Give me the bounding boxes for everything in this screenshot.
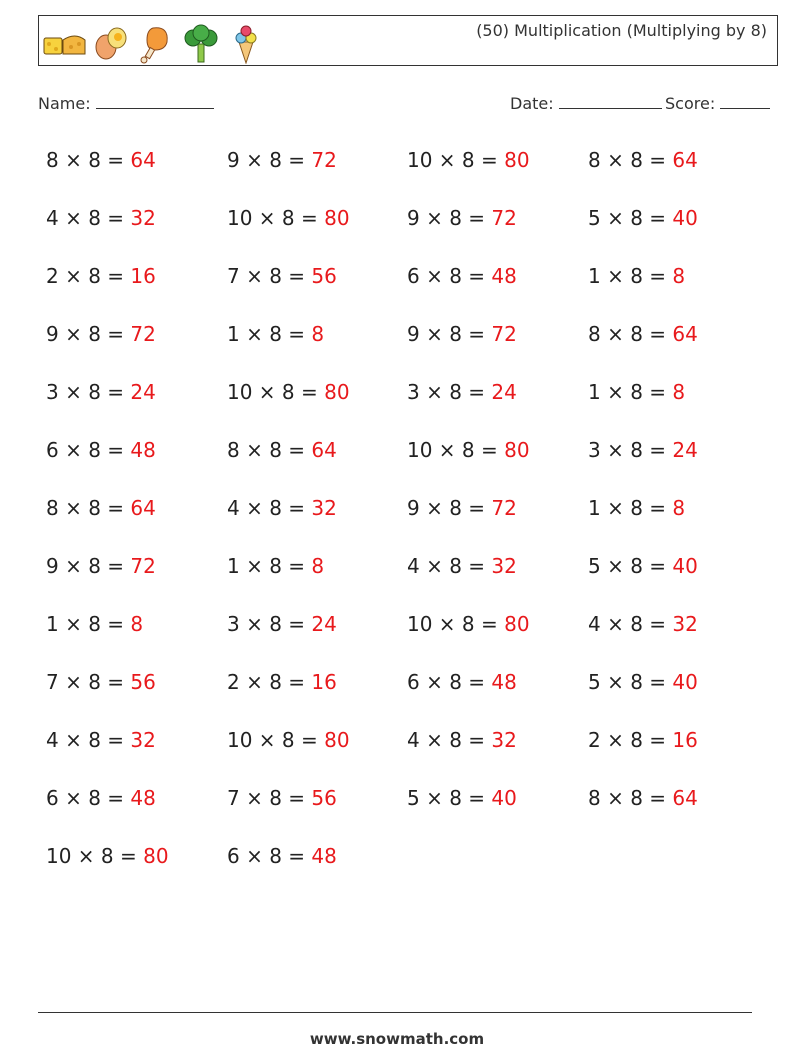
- problem-answer: 32: [130, 728, 156, 752]
- name-label: Name:: [38, 94, 91, 113]
- problem-item: [227, 554, 324, 578]
- score-field: [665, 93, 770, 113]
- problem-item: [46, 670, 156, 694]
- eggs-icon: [93, 26, 129, 62]
- problem-answer: 80: [504, 612, 530, 636]
- problem-expression: 10 × 8 =: [227, 728, 325, 752]
- problem-item: [46, 612, 143, 636]
- problem-item: [227, 148, 337, 172]
- problem-answer: 32: [672, 612, 698, 636]
- problem-item: [407, 496, 517, 520]
- problem-answer: 64: [130, 148, 156, 172]
- problem-expression: 8 × 8 =: [227, 438, 312, 462]
- problem-item: [407, 438, 530, 462]
- drumstick-icon: [139, 24, 173, 64]
- problem-answer: 80: [504, 148, 530, 172]
- problem-item: [227, 844, 337, 868]
- problem-expression: 9 × 8 =: [407, 322, 492, 346]
- problem-answer: 16: [672, 728, 698, 752]
- problem-answer: 48: [130, 438, 156, 462]
- problem-expression: 9 × 8 =: [46, 322, 131, 346]
- problem-item: [588, 206, 698, 230]
- problem-item: [588, 670, 698, 694]
- problem-answer: 80: [324, 206, 350, 230]
- problem-expression: 6 × 8 =: [407, 670, 492, 694]
- problem-expression: 6 × 8 =: [46, 786, 131, 810]
- problem-expression: 7 × 8 =: [46, 670, 131, 694]
- problem-expression: 4 × 8 =: [46, 206, 131, 230]
- problem-item: [407, 206, 517, 230]
- problem-expression: 4 × 8 =: [227, 496, 312, 520]
- problem-item: [407, 670, 517, 694]
- problem-expression: 7 × 8 =: [227, 786, 312, 810]
- problem-expression: 4 × 8 =: [407, 728, 492, 752]
- problem-item: [588, 438, 698, 462]
- ice-cream-icon: [231, 24, 261, 64]
- problem-expression: 10 × 8 =: [407, 438, 505, 462]
- problem-item: [407, 148, 530, 172]
- problem-item: [46, 786, 156, 810]
- problem-answer: 8: [130, 612, 144, 636]
- header-box: [38, 15, 778, 66]
- problem-item: [46, 438, 156, 462]
- footer-divider: [38, 1012, 752, 1013]
- problem-answer: 56: [311, 264, 337, 288]
- problem-expression: 9 × 8 =: [407, 496, 492, 520]
- problem-item: [46, 206, 156, 230]
- problem-item: [46, 148, 156, 172]
- problem-expression: 9 × 8 =: [407, 206, 492, 230]
- problem-item: [46, 496, 156, 520]
- problem-answer: 72: [491, 206, 517, 230]
- problem-answer: 64: [130, 496, 156, 520]
- problem-answer: 80: [504, 438, 530, 462]
- problem-answer: 80: [143, 844, 169, 868]
- problem-item: [227, 670, 337, 694]
- problem-answer: 16: [311, 670, 337, 694]
- problem-item: [227, 438, 337, 462]
- problem-item: [588, 496, 685, 520]
- problem-expression: 1 × 8 =: [588, 380, 673, 404]
- problem-expression: 8 × 8 =: [46, 148, 131, 172]
- problem-answer: 64: [672, 148, 698, 172]
- problem-item: [407, 728, 517, 752]
- problem-answer: 40: [491, 786, 517, 810]
- problem-expression: 6 × 8 =: [46, 438, 131, 462]
- problem-expression: 4 × 8 =: [407, 554, 492, 578]
- problem-answer: 72: [130, 554, 156, 578]
- problem-expression: 10 × 8 =: [407, 612, 505, 636]
- problem-item: [46, 844, 169, 868]
- problem-answer: 8: [311, 322, 325, 346]
- problem-item: [588, 264, 685, 288]
- problem-expression: 3 × 8 =: [46, 380, 131, 404]
- problem-item: [407, 264, 517, 288]
- problem-expression: 2 × 8 =: [227, 670, 312, 694]
- problem-answer: 24: [672, 438, 698, 462]
- problem-answer: 40: [672, 670, 698, 694]
- problem-item: [407, 380, 517, 404]
- problem-item: [227, 496, 337, 520]
- problem-item: [227, 612, 337, 636]
- problem-item: [46, 322, 156, 346]
- problem-item: [588, 786, 698, 810]
- problem-item: [588, 728, 698, 752]
- problem-expression: 8 × 8 =: [588, 322, 673, 346]
- page-title: (50) Multiplication (Multiplying by 8): [476, 21, 767, 40]
- problem-answer: 32: [491, 728, 517, 752]
- name-field: [38, 93, 214, 113]
- name-blank[interactable]: [96, 93, 214, 109]
- problem-expression: 1 × 8 =: [46, 612, 131, 636]
- problem-answer: 24: [130, 380, 156, 404]
- problem-expression: 8 × 8 =: [46, 496, 131, 520]
- problem-expression: 4 × 8 =: [46, 728, 131, 752]
- problem-expression: 5 × 8 =: [588, 206, 673, 230]
- cheese-icon: [43, 30, 87, 58]
- problem-expression: 5 × 8 =: [407, 786, 492, 810]
- problem-expression: 9 × 8 =: [46, 554, 131, 578]
- problem-expression: 10 × 8 =: [227, 206, 325, 230]
- problem-answer: 56: [311, 786, 337, 810]
- problem-item: [227, 786, 337, 810]
- problem-answer: 48: [491, 670, 517, 694]
- problem-item: [227, 728, 350, 752]
- problem-expression: 3 × 8 =: [588, 438, 673, 462]
- problem-item: [46, 264, 156, 288]
- problem-answer: 40: [672, 554, 698, 578]
- problem-item: [227, 322, 324, 346]
- problem-expression: 2 × 8 =: [588, 728, 673, 752]
- problem-item: [227, 380, 350, 404]
- problem-expression: 8 × 8 =: [588, 786, 673, 810]
- score-label: Score:: [665, 94, 716, 113]
- problem-answer: 80: [324, 380, 350, 404]
- problem-expression: 6 × 8 =: [227, 844, 312, 868]
- problem-answer: 8: [672, 264, 686, 288]
- problem-item: [588, 554, 698, 578]
- problem-answer: 64: [672, 322, 698, 346]
- problem-item: [407, 612, 530, 636]
- problem-answer: 32: [130, 206, 156, 230]
- problem-expression: 3 × 8 =: [407, 380, 492, 404]
- problem-item: [407, 322, 517, 346]
- problem-expression: 1 × 8 =: [588, 496, 673, 520]
- problem-expression: 10 × 8 =: [407, 148, 505, 172]
- problem-expression: 7 × 8 =: [227, 264, 312, 288]
- problem-item: [46, 554, 156, 578]
- problem-expression: 10 × 8 =: [227, 380, 325, 404]
- problem-expression: 9 × 8 =: [227, 148, 312, 172]
- problem-answer: 32: [491, 554, 517, 578]
- problem-item: [588, 148, 698, 172]
- problem-expression: 1 × 8 =: [227, 322, 312, 346]
- date-blank[interactable]: [559, 93, 662, 109]
- problem-expression: 3 × 8 =: [227, 612, 312, 636]
- problem-item: [407, 554, 517, 578]
- problem-expression: 5 × 8 =: [588, 670, 673, 694]
- problem-answer: 8: [672, 380, 686, 404]
- problem-item: [588, 380, 685, 404]
- date-field: [510, 93, 662, 113]
- problem-answer: 72: [491, 496, 517, 520]
- problem-answer: 24: [311, 612, 337, 636]
- problem-item: [588, 322, 698, 346]
- problem-expression: 8 × 8 =: [588, 148, 673, 172]
- problem-item: [227, 206, 350, 230]
- problem-item: [588, 612, 698, 636]
- problem-expression: 1 × 8 =: [227, 554, 312, 578]
- problem-item: [407, 786, 517, 810]
- footer-site: www.snowmath.com: [309, 1030, 485, 1048]
- score-blank[interactable]: [720, 93, 770, 109]
- problem-item: [46, 380, 156, 404]
- problem-answer: 64: [672, 786, 698, 810]
- problem-answer: 8: [672, 496, 686, 520]
- problem-expression: 1 × 8 =: [588, 264, 673, 288]
- problem-item: [227, 264, 337, 288]
- problem-expression: 4 × 8 =: [588, 612, 673, 636]
- problem-expression: 10 × 8 =: [46, 844, 144, 868]
- problem-answer: 48: [491, 264, 517, 288]
- problem-answer: 48: [311, 844, 337, 868]
- broccoli-icon: [183, 24, 219, 64]
- date-label: Date:: [510, 94, 554, 113]
- problem-answer: 80: [324, 728, 350, 752]
- problem-answer: 40: [672, 206, 698, 230]
- problem-answer: 24: [491, 380, 517, 404]
- problem-expression: 6 × 8 =: [407, 264, 492, 288]
- problem-expression: 2 × 8 =: [46, 264, 131, 288]
- problem-answer: 72: [311, 148, 337, 172]
- problem-answer: 56: [130, 670, 156, 694]
- problem-answer: 48: [130, 786, 156, 810]
- problem-expression: 5 × 8 =: [588, 554, 673, 578]
- problem-answer: 72: [130, 322, 156, 346]
- problem-item: [46, 728, 156, 752]
- problem-answer: 8: [311, 554, 325, 578]
- problem-answer: 64: [311, 438, 337, 462]
- problem-answer: 16: [130, 264, 156, 288]
- problem-answer: 72: [491, 322, 517, 346]
- problem-answer: 32: [311, 496, 337, 520]
